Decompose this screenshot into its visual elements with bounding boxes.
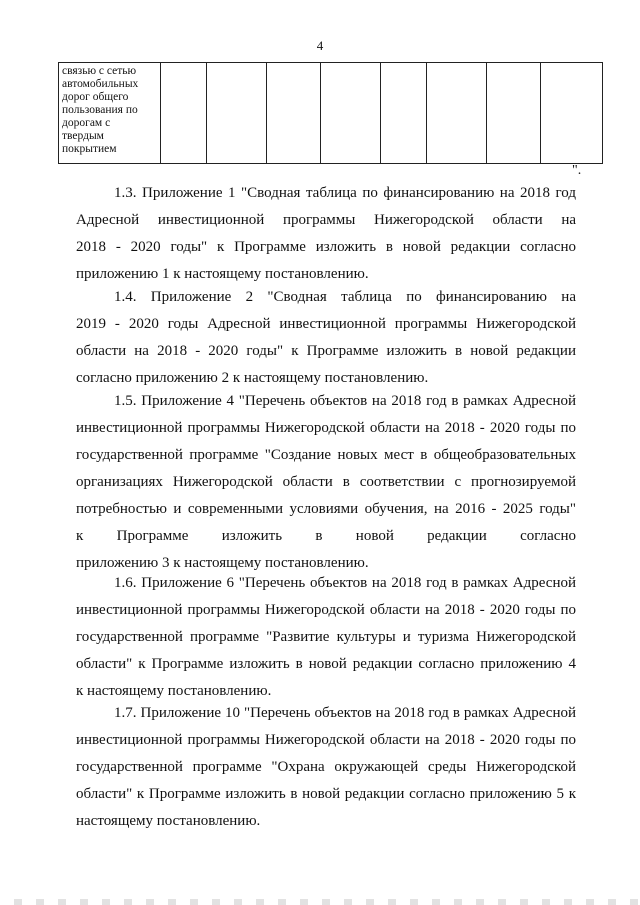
table-cell-empty [161,63,207,164]
closing-quote: ". [572,163,582,178]
paragraph-1-6 [76,570,576,705]
paragraph-line: согласно приложению 2 к настоящему постановлению. [76,370,429,386]
scan-edge [0,899,640,905]
table-cell-empty [381,63,427,164]
paragraph-line: к Программе изложить в новой редакции согласно [76,528,576,544]
paragraph-1-4 [76,284,576,392]
paragraph-line: 2019 - 2020 годы Адресной инвестиционной программы Нижегородской [76,316,576,332]
table-cell-empty [541,63,603,164]
table-cell-empty [427,63,487,164]
paragraph-line: государственной программе "Создание новых мест в общеобразовательных [76,447,576,463]
continuation-table [58,62,603,164]
paragraph-line: 1.7. Приложение 10 "Перечень объектов на 2018 год в рамках Адресной [114,705,576,721]
paragraph-line: государственной программе "Развитие культуры и туризма Нижегородской [76,629,576,645]
paragraph-line: области на 2018 - 2020 годы" к Программе изложить в новой редакции [76,343,576,359]
paragraph-line: инвестиционной программы Нижегородской области на 2018 - 2020 годы по [76,602,576,618]
paragraph-line: государственной программе "Охрана окружающей среды Нижегородской [76,759,576,775]
paragraph-line: 2018 - 2020 годы" к Программе изложить в новой редакции согласно [76,239,576,255]
table-cell-description: связью с сетью автомобильных дорог общего пользования по дорогам с твердым покрытием [59,63,161,164]
paragraph-line: 1.5. Приложение 4 "Перечень объектов на 2018 год в рамках Адресной [114,393,576,409]
paragraph-line: приложению 1 к настоящему постановлению. [76,266,369,282]
paragraph-1-3 [76,180,576,288]
paragraph-line: к настоящему постановлению. [76,683,272,699]
page-number: 4 [316,38,324,53]
paragraph-line: инвестиционной программы Нижегородской области на 2018 - 2020 годы по [76,420,576,436]
paragraph-line: настоящему постановлению. [76,813,261,829]
table-row [59,63,603,164]
paragraph-line: области" к Программе изложить в новой редакции согласно приложению 5 к [76,786,576,802]
paragraph-line: инвестиционной программы Нижегородской области на 2018 - 2020 годы по [76,732,576,748]
paragraph-line: приложению 3 к настоящему постановлению. [76,555,369,571]
table-cell-empty [487,63,541,164]
paragraph-line: области" к Программе изложить в новой редакции согласно приложению 4 [76,656,576,672]
table-cell-empty [267,63,321,164]
paragraph-1-7 [76,700,576,835]
paragraph-line: организациях Нижегородской области в соответствии с прогнозируемой [76,474,576,490]
paragraph-line: Адресной инвестиционной программы Нижегородской области на [76,212,576,228]
table-cell-empty [207,63,267,164]
table-cell-empty [321,63,381,164]
paragraph-line: 1.4. Приложение 2 "Сводная таблица по финансированию на [114,289,576,305]
paragraph-line: потребностью и современными условиями обучения, на 2016 - 2025 годы" [76,501,576,517]
paragraph-line: 1.3. Приложение 1 "Сводная таблица по финансированию на 2018 год [114,185,576,201]
paragraph-line: 1.6. Приложение 6 "Перечень объектов на 2018 год в рамках Адресной [114,575,576,591]
paragraph-1-5 [76,388,576,577]
